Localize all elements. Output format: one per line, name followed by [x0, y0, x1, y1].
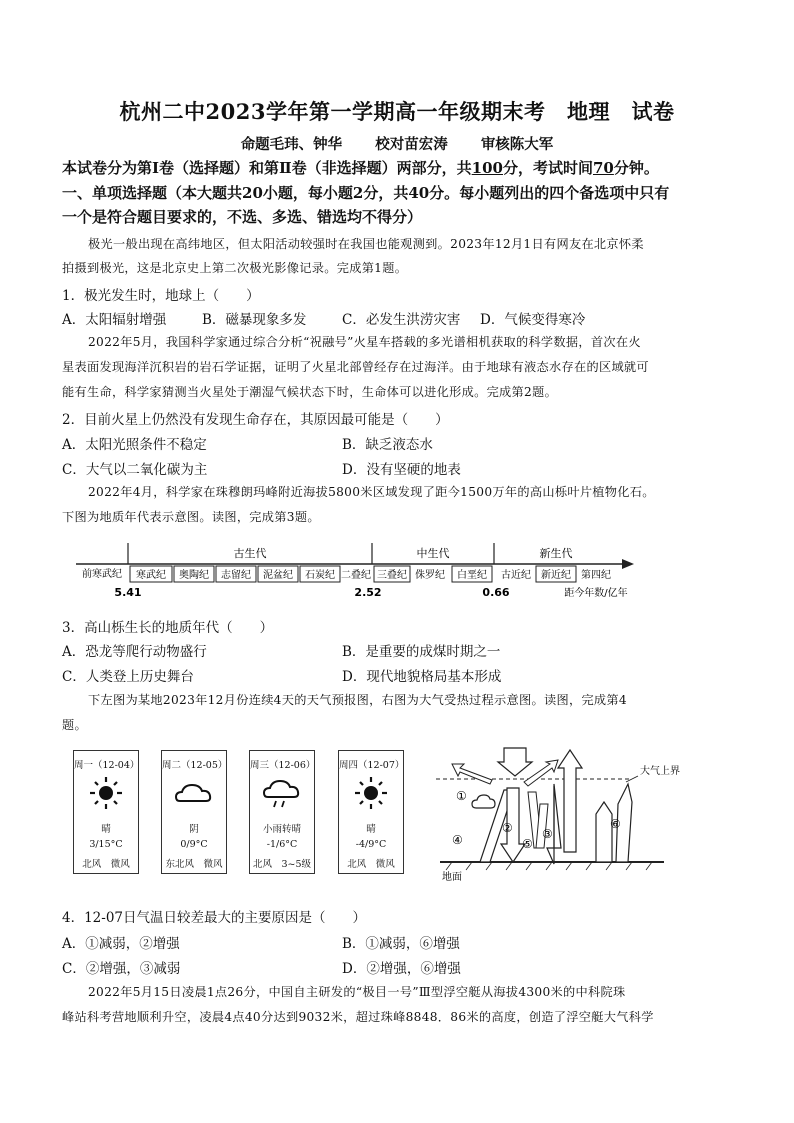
- age-label-066: 0.66: [482, 586, 510, 599]
- q3-material-1: 2022年4月，科学家在珠穆朗玛峰附近海拔5800米区域发现了距今1500万年的高山栎叶片植物化石。: [88, 485, 655, 499]
- label-5: ⑤: [522, 837, 533, 851]
- section-heading-1: 一、单项选择题（本大题共20小题，每小题2分，共40分。每小题列出的四个备选项中只有: [62, 184, 670, 202]
- period-permian: 二叠纪: [341, 570, 371, 581]
- weather-card-tue: [161, 750, 227, 874]
- weather-card-wed: [249, 750, 315, 874]
- q3-material-2: 下图为地质年代表示意图。读图，完成第3题。: [62, 510, 320, 524]
- label-1: ①: [456, 789, 467, 803]
- total-score: 100: [471, 159, 503, 177]
- age-label-252: 2.52: [354, 586, 382, 599]
- sun-icon: [339, 773, 403, 813]
- q2-option-c[interactable]: C．大气以二氧化碳为主: [62, 462, 208, 478]
- period-cambrian: 寒武纪: [136, 570, 166, 581]
- weather-card-mon: [73, 750, 139, 874]
- cloud-icon: [162, 773, 226, 813]
- section-heading-2: 一个是符合题目要求的，不选、多选、错选均不得分）: [62, 208, 423, 226]
- intro-line: [62, 157, 742, 178]
- q2-material-1: 2022年5月，我国科学家通过综合分析“祝融号”火星车搭载的多光谱相机获取的科学数据，首次在火: [88, 335, 641, 349]
- q2-question: 2．目前火星上仍然没有发现生命存在，其原因最可能是（ ）: [62, 412, 449, 428]
- q1-material-1: 极光一般出现在高纬地区，但太阳活动较强时在我国也能观测到。2023年12月1日有网友在北京怀柔: [88, 237, 644, 251]
- weather-wind: 北风 3~5级: [252, 859, 312, 870]
- period-ordovician: 奥陶纪: [179, 570, 209, 581]
- q4-material-2: 题。: [62, 718, 87, 732]
- q1-option-a[interactable]: A．太阳辐射增强: [62, 312, 167, 328]
- q3-option-c[interactable]: C．人类登上历史舞台: [62, 669, 194, 685]
- period-cretaceous: 白垩纪: [457, 570, 487, 581]
- q3-option-a[interactable]: A．恐龙等爬行动物盛行: [62, 644, 207, 660]
- weather-condition: 阴: [189, 824, 199, 835]
- label-3: ③: [542, 827, 553, 841]
- author-proposer: 命题毛玮、钟华: [240, 136, 343, 153]
- timeline-axis-label: 距今年数/亿年: [564, 588, 628, 599]
- q2-option-d[interactable]: D．没有坚硬的地表: [342, 462, 461, 478]
- weather-temp: -1/6°C: [266, 839, 298, 850]
- label-6: ⑥: [610, 817, 621, 831]
- weather-condition: 晴: [101, 824, 111, 835]
- atmosphere-top-label: 大气上界: [640, 766, 680, 777]
- weather-condition: 晴: [366, 824, 376, 835]
- q5-material-1: 2022年5月15日凌晨1点26分，中国自主研发的“极目一号”Ⅲ型浮空艇从海拔4300米的中科院珠: [88, 985, 626, 999]
- weather-day: 周二（12-05）: [162, 760, 228, 771]
- sun-icon: [74, 773, 138, 813]
- timeline-arrow: [622, 559, 634, 569]
- q1-material-2: 拍摄到极光，这是北京史上第二次极光影像记录。完成第1题。: [62, 261, 408, 275]
- weather-wind: 北风 微风: [347, 859, 395, 870]
- q4-question: 4．12-07日气温日较差最大的主要原因是（ ）: [62, 910, 367, 926]
- label-4: ④: [452, 833, 463, 847]
- q1-option-d[interactable]: D．气候变得寒冷: [480, 312, 586, 328]
- q1-option-b[interactable]: B．磁暴现象多发: [202, 312, 307, 328]
- weather-temp: 3/15°C: [89, 839, 123, 850]
- q2-option-a[interactable]: A．太阳光照条件不稳定: [62, 437, 207, 453]
- label-2: ②: [502, 821, 513, 835]
- period-silurian: 志留纪: [221, 570, 251, 581]
- weather-card-thu: [338, 750, 404, 874]
- ground-label: 地面: [442, 872, 462, 883]
- period-paleogene: 古近纪: [501, 570, 531, 581]
- rain-icon: [250, 773, 314, 813]
- q4-material-1: 下左图为某地2023年12月份连续4天的天气预报图，右图为大气受热过程示意图。读图，完成第4: [88, 693, 627, 707]
- period-precambrian: 前寒武纪: [82, 569, 122, 580]
- weather-day: 周四（12-07）: [339, 760, 405, 771]
- weather-temp: -4/9°C: [355, 839, 387, 850]
- era-mesozoic: 中生代: [416, 547, 450, 560]
- geologic-timeline: [70, 538, 636, 604]
- q2-material-3: 能有生命，科学家猜测当火星处于潮湿气候状态下时，生命体可以进化形成。完成第2题。: [62, 385, 558, 399]
- intro-post: 分钟。: [613, 159, 659, 177]
- q4-option-d[interactable]: D．②增强，⑥增强: [342, 961, 461, 977]
- q1-question: 1．极光发生时，地球上（ ）: [62, 288, 260, 304]
- era-cenozoic: 新生代: [539, 547, 573, 560]
- period-neogene: 新近纪: [541, 570, 571, 581]
- weather-wind: 北风 微风: [82, 859, 130, 870]
- q2-material-2: 星表面发现海洋沉积岩的岩石学证据，证明了火星北部曾经存在过海洋。由于地球有液态水存在的区域就可: [62, 360, 649, 374]
- intro-pre: 本试卷分为第Ⅰ卷（选择题）和第Ⅱ卷（非选择题）两部分，共: [62, 159, 472, 177]
- author-proofreader: 校对苗宏涛: [375, 136, 448, 153]
- q5-material-2: 峰站科考营地顺利升空，凌晨4点40分达到9032米，超过珠峰8848．86米的高度，创造了浮空艇大气科学: [62, 1010, 654, 1024]
- q3-option-b[interactable]: B．是重要的成煤时期之一: [342, 644, 501, 660]
- q1-option-c[interactable]: C．必发生洪涝灾害: [342, 312, 461, 328]
- period-carboniferous: 石炭纪: [305, 570, 335, 581]
- author-line: [0, 133, 794, 154]
- q4-option-a[interactable]: A．①减弱，②增强: [62, 936, 180, 952]
- weather-wind: 东北风 微风: [165, 859, 223, 870]
- period-jurassic: 侏罗纪: [415, 570, 445, 581]
- q3-option-d[interactable]: D．现代地貌格局基本形成: [342, 669, 502, 685]
- q2-option-b[interactable]: B．缺乏液态水: [342, 437, 433, 453]
- q4-option-c[interactable]: C．②增强，③减弱: [62, 961, 181, 977]
- atmosphere-heating-diagram: [432, 744, 722, 886]
- weather-day: 周三（12-06）: [250, 760, 316, 771]
- weather-day: 周一（12-04）: [74, 760, 140, 771]
- period-quaternary: 第四纪: [581, 570, 611, 581]
- exam-time: 70: [593, 159, 614, 177]
- q3-question: 3．高山栎生长的地质年代（ ）: [62, 620, 274, 636]
- author-reviewer: 审核陈大军: [480, 136, 554, 153]
- era-paleozoic: 古生代: [233, 547, 267, 560]
- intro-mid: 分，考试时间: [502, 159, 593, 177]
- weather-condition: 小雨转晴: [262, 824, 301, 835]
- period-devonian: 泥盆纪: [263, 570, 293, 581]
- page-title: 杭州二中2023学年第一学期高一年级期末考 地理 试卷: [119, 99, 675, 124]
- age-label-541: 5.41: [114, 586, 142, 599]
- q4-option-b[interactable]: B．①减弱，⑥增强: [342, 936, 460, 952]
- period-triassic: 三叠纪: [377, 570, 407, 581]
- weather-temp: 0/9°C: [180, 839, 208, 850]
